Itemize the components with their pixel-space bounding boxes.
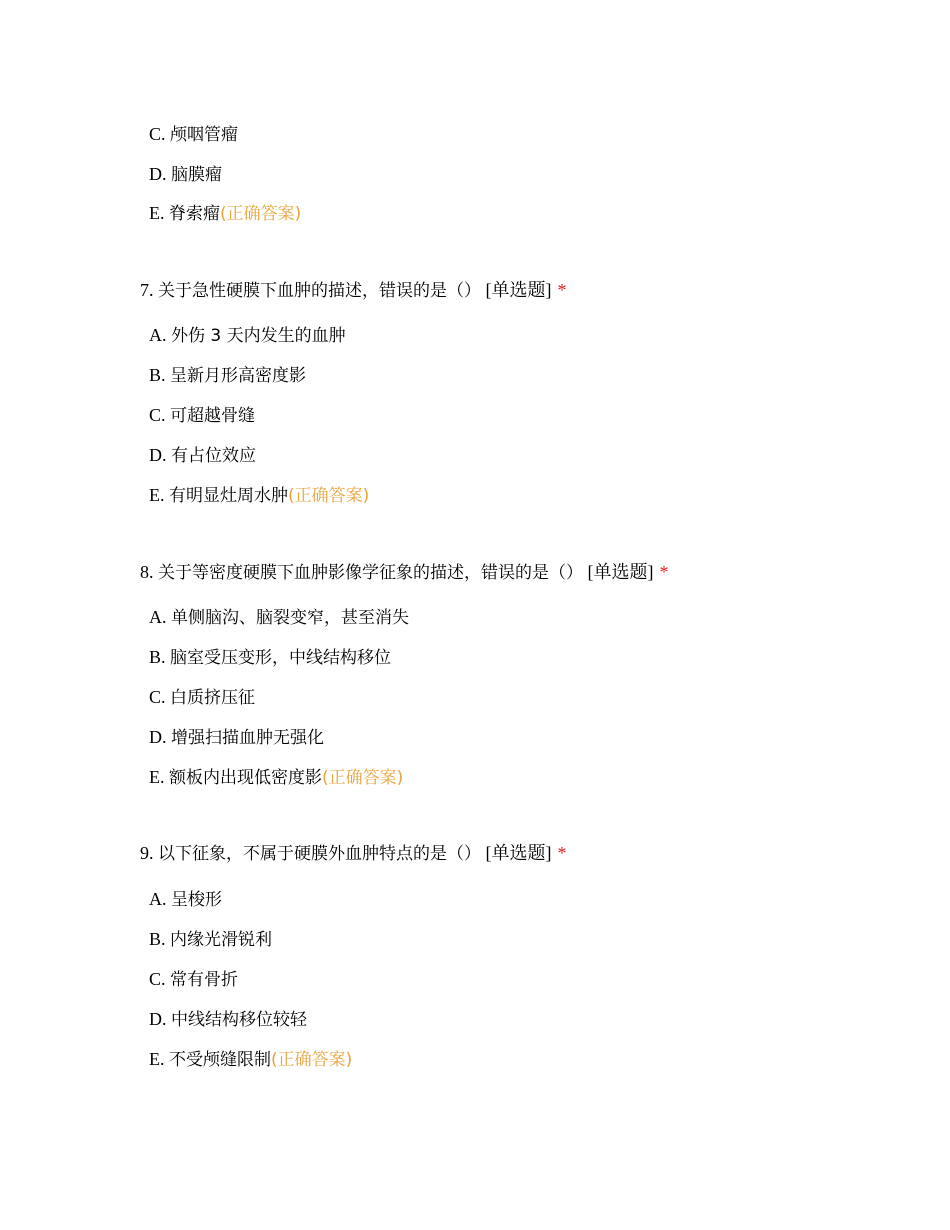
option-q8-c (149, 686, 255, 709)
option-letter: D. (149, 164, 167, 184)
option-q7-c (149, 404, 255, 427)
option-q9-c (149, 968, 238, 991)
option-text: 额板内出现低密度影 (169, 768, 322, 788)
option-text: 可超越骨缝 (170, 406, 256, 426)
option-text: 呈梭形 (171, 890, 222, 910)
option-letter: B. (149, 365, 166, 385)
option-letter: D. (149, 1009, 167, 1029)
correct-answer-marker: (正确答案) (288, 486, 370, 506)
option-q9-e (149, 1048, 352, 1071)
question-9-title (140, 842, 567, 865)
question-8-title (140, 561, 669, 584)
option-text: 常有骨折 (170, 970, 239, 990)
option-text: 颅咽管瘤 (170, 125, 239, 145)
option-letter: C. (149, 405, 166, 425)
option-q7-a (149, 324, 346, 347)
option-letter: D. (149, 445, 167, 465)
option-q8-e (149, 766, 403, 789)
option-text: 白质挤压征 (170, 688, 256, 708)
option-letter: E. (149, 1049, 165, 1069)
option-q7-d (149, 444, 256, 467)
required-marker: * (557, 843, 567, 863)
option-text: 内缘光滑锐利 (170, 930, 273, 950)
option-text: 有占位效应 (171, 446, 256, 466)
option-q7-e (149, 484, 369, 507)
option-letter: D. (149, 727, 167, 747)
required-marker: * (659, 562, 669, 582)
question-text: 关于急性硬膜下血肿的描述，错误的是（） (158, 281, 481, 301)
option-q6-d (149, 163, 222, 186)
option-text: 中线结构移位较轻 (171, 1010, 307, 1030)
option-letter: C. (149, 687, 166, 707)
option-letter: B. (149, 929, 166, 949)
option-q9-a (149, 888, 222, 911)
question-number: 8. (140, 562, 154, 582)
option-text: 增强扫描血肿无强化 (171, 728, 324, 748)
option-letter: C. (149, 124, 166, 144)
option-letter: E. (149, 485, 165, 505)
option-text: 外伤 3 天内发生的血肿 (171, 326, 346, 346)
question-text: 以下征象，不属于硬膜外血肿特点的是（） (158, 844, 481, 864)
question-type: [单选题] (587, 562, 654, 582)
option-q8-d (149, 726, 324, 749)
option-letter: A. (149, 889, 167, 909)
correct-answer-marker: (正确答案) (322, 768, 404, 788)
option-q8-a (149, 606, 409, 629)
option-text: 呈新月形高密度影 (170, 366, 307, 386)
option-letter: A. (149, 325, 167, 345)
option-letter: A. (149, 607, 167, 627)
option-text: 脑室受压变形，中线结构移位 (170, 648, 392, 668)
option-letter: E. (149, 203, 165, 223)
correct-answer-marker: (正确答案) (220, 204, 302, 224)
option-q7-b (149, 364, 306, 387)
question-type: [单选题] (485, 843, 552, 863)
option-q9-b (149, 928, 272, 951)
option-letter: C. (149, 969, 166, 989)
option-text: 不受颅缝限制 (169, 1050, 271, 1070)
question-number: 7. (140, 280, 154, 300)
question-7-title (140, 279, 567, 302)
option-text: 脑膜瘤 (171, 165, 222, 185)
question-text: 关于等密度硬膜下血肿影像学征象的描述，错误的是（） (158, 563, 583, 583)
option-text: 脊索瘤 (169, 204, 220, 224)
option-letter: B. (149, 647, 166, 667)
option-text: 有明显灶周水肿 (169, 486, 288, 506)
question-type: [单选题] (485, 280, 552, 300)
option-letter: E. (149, 767, 165, 787)
option-q6-e (149, 202, 301, 225)
question-number: 9. (140, 843, 154, 863)
option-q8-b (149, 646, 391, 669)
option-q9-d (149, 1008, 307, 1031)
required-marker: * (557, 280, 567, 300)
correct-answer-marker: (正确答案) (271, 1050, 353, 1070)
option-q6-c (149, 123, 238, 146)
option-text: 单侧脑沟、脑裂变窄，甚至消失 (171, 608, 409, 628)
